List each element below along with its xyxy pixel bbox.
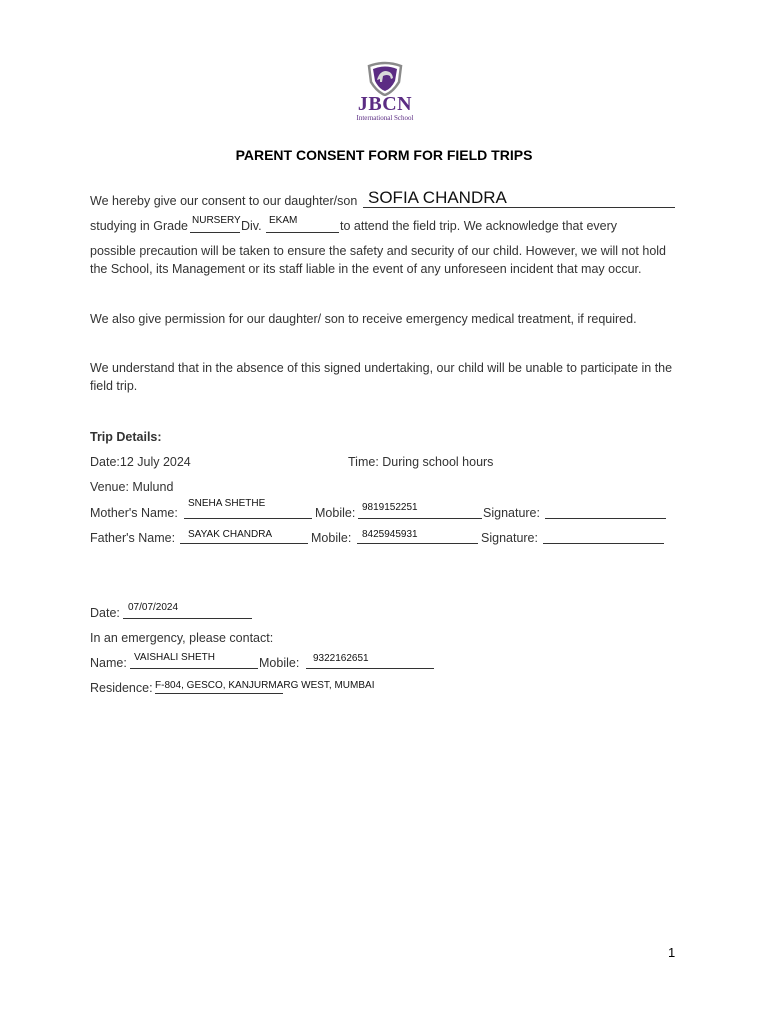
form-title: PARENT CONSENT FORM FOR FIELD TRIPS <box>235 147 533 163</box>
emergency-name-line <box>130 668 258 669</box>
mother-mobile-label: Mobile: <box>315 506 356 520</box>
school-logo <box>345 60 425 134</box>
date-line <box>123 618 252 619</box>
emergency-mobile-line <box>306 668 434 669</box>
page-number: 1 <box>668 945 676 960</box>
father-name-line <box>180 543 308 544</box>
date-field[interactable]: 07/07/2024 <box>128 602 179 613</box>
emergency-mobile-field[interactable]: 9322162651 <box>313 653 369 664</box>
grade-line <box>190 232 240 233</box>
div-line <box>266 232 339 233</box>
residence-label: Residence: <box>90 681 153 695</box>
trip-venue: Venue: Mulund <box>90 480 174 494</box>
trip-details-heading: Trip Details: <box>90 430 162 444</box>
emergency-mobile-label: Mobile: <box>259 656 300 670</box>
student-name-field[interactable]: SOFIA CHANDRA <box>368 188 507 207</box>
father-signature-line[interactable] <box>543 543 664 544</box>
residence-field[interactable]: F-804, GESCO, KANJURMARG WEST, MUMBAI <box>155 680 375 691</box>
mother-name-line <box>184 518 312 519</box>
div-field[interactable]: EKAM <box>269 215 298 226</box>
div-label: Div. <box>241 219 262 233</box>
undertaking-paragraph: We understand that in the absence of this signed undertaking, our child will be unable to participate in the field trip. <box>90 361 673 393</box>
grade-field[interactable]: NURSERY <box>192 215 241 226</box>
emergency-heading: In an emergency, please contact: <box>90 631 274 645</box>
father-mobile-label: Mobile: <box>311 531 352 545</box>
mother-mobile-field[interactable]: 9819152251 <box>362 502 418 513</box>
father-mobile-field[interactable]: 8425945931 <box>362 529 418 540</box>
mother-mobile-line <box>358 518 482 519</box>
father-mobile-line <box>357 543 478 544</box>
logo-brand: JBCN <box>357 93 413 115</box>
consent-paragraph: possible precaution will be taken to ensure the safety and security of our child. However, we will not hold the School, its Management or its staff liable in the event of any unforeseen incident that may occur. <box>90 244 667 276</box>
mother-name-field[interactable]: SNEHA SHETHE <box>188 498 266 509</box>
emergency-name-field[interactable]: VAISHALI SHETH <box>134 652 215 663</box>
mother-signature-label: Signature: <box>483 506 540 520</box>
mother-name-label: Mother's Name: <box>90 506 178 520</box>
father-name-field[interactable]: SAYAK CHANDRA <box>188 529 273 540</box>
trip-time: Time: During school hours <box>348 455 494 469</box>
trip-date: Date:12 July 2024 <box>90 455 191 469</box>
date-label: Date: <box>90 606 120 620</box>
medical-paragraph: We also give permission for our daughter/ son to receive emergency medical treatment, if required. <box>90 312 637 326</box>
consent-line-suffix: to attend the field trip. We acknowledge that every <box>340 219 618 233</box>
residence-line <box>155 693 283 694</box>
consent-line-prefix: We hereby give our consent to our daughter/son <box>90 194 358 208</box>
father-signature-label: Signature: <box>481 531 538 545</box>
student-name-line <box>363 207 675 208</box>
logo-subtitle: International School <box>356 114 414 122</box>
emergency-name-label: Name: <box>90 656 127 670</box>
shield-icon <box>365 60 405 96</box>
father-name-label: Father's Name: <box>90 531 176 545</box>
mother-signature-line[interactable] <box>545 518 666 519</box>
grade-prefix: studying in Grade <box>90 219 188 233</box>
